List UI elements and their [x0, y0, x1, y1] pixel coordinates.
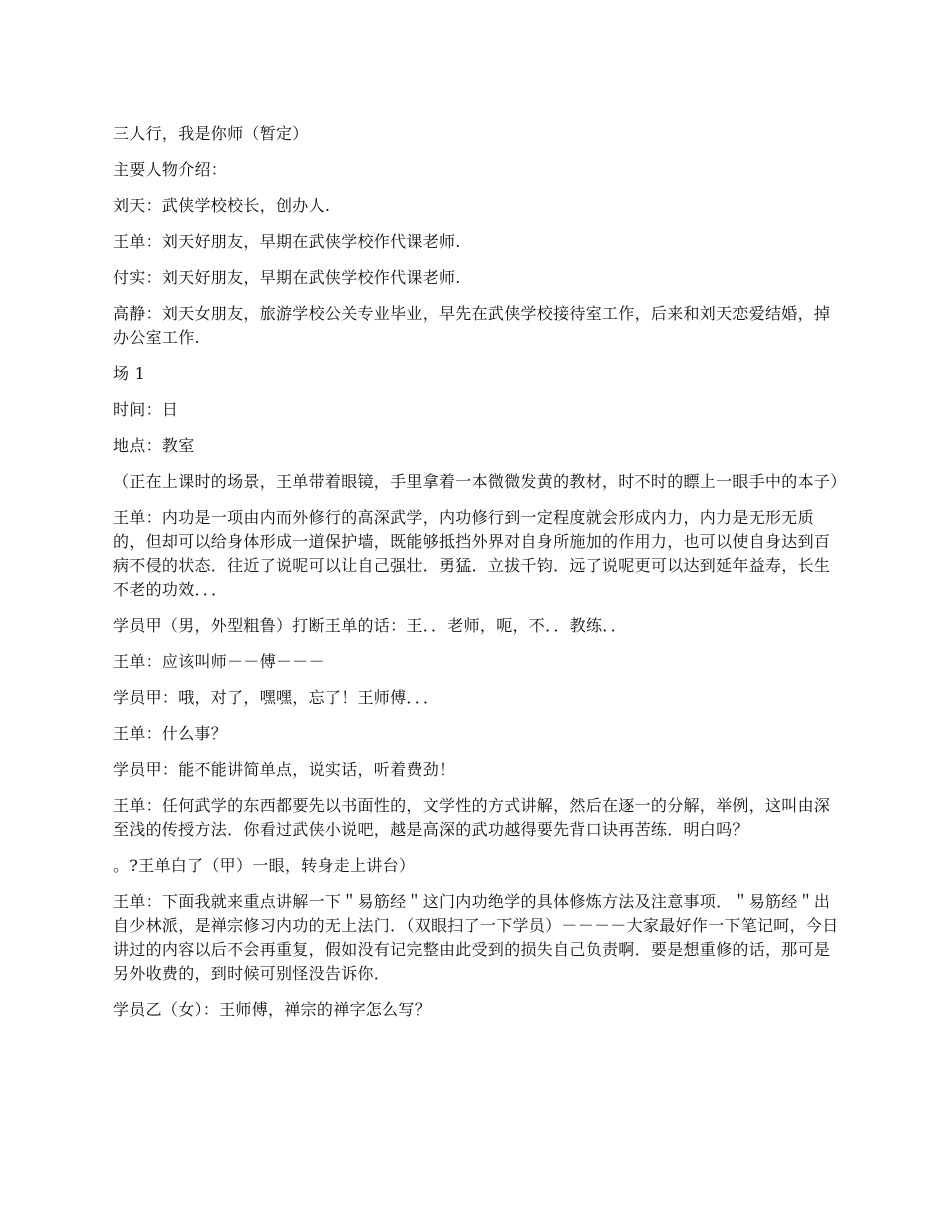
dialogue-line: 学员甲：能不能讲简单点，说实话，听着费劲！ [113, 760, 456, 779]
dialogue-line: 王单：下面我就来重点讲解一下＂易筋经＂这门内功绝学的具体修炼方法及注意事项．＂易筋经＂出自少林派，是禅宗修习内功的无上法门．（双眼扫了一下学员）－－－－大家最好作一下笔记呵，今日讲过的内容以后不会再重复，假如没有记完整由此受到的损失自己负责啊．要是想重修的话，那可是另外收费的，到时候可别怪没告诉你． [113, 892, 839, 983]
stage-direction: （正在上课时的场景，王单带着眼镜，手里拿着一本微微发黄的教材，时不时的瞟上一眼手中的本子） [113, 472, 847, 491]
scene-time: 时间：日 [113, 400, 179, 419]
dialogue-line: 学员乙（女）：王师傅，禅宗的禅字怎么写？ [113, 1000, 432, 1019]
character-gao-jing: 高静：刘天女朋友，旅游学校公关专业毕业，早先在武侠学校接待室工作，后来和刘天恋爱结婚，掉办公室工作. [113, 304, 831, 347]
dialogue-line: 王单：内功是一项由内而外修行的高深武学，内功修行到一定程度就会形成内力，内力是无形无质的，但却可以给身体形成一道保护墙，既能够抵挡外界对自身所施加的作用力，也可以使自身达到百病不侵的状态．往近了说呢可以让自己强壮．勇猛．立拔千钧．远了说呢更可以达到延年益寿，长生不老的功效．．． [113, 508, 831, 599]
document-body [113, 122, 847, 1034]
dialogue-line: 学员甲：哦，对了，嘿嘿，忘了！王师傅．．． [113, 688, 440, 707]
character-wang-dan: 王单：刘天好朋友，早期在武侠学校作代课老师. [113, 232, 461, 251]
dialogue-line: 学员甲（男，外型粗鲁）打断王单的话：王．．老师，呃，不．．教练．． [113, 616, 627, 635]
dialogue-line: 王单：什么事？ [113, 724, 228, 743]
character-intro-heading: 主要人物介绍： [113, 160, 228, 179]
character-liu-tian: 刘天：武侠学校校长，创办人. [113, 196, 331, 215]
character-fu-shi: 付实：刘天好朋友，早期在武侠学校作代课老师. [113, 268, 461, 287]
scene-heading: 场 1 [113, 364, 146, 383]
script-title: 三人行，我是你师（暂定） [113, 124, 309, 143]
scene-location: 地点：教室 [113, 436, 195, 455]
dialogue-line: 王单：任何武学的东西都要先以书面性的，文学性的方式讲解，然后在逐一的分解，举例，这叫由深至浅的传授方法．你看过武侠小说吧，越是高深的武功越得要先背口诀再苦练．明白吗？ [113, 796, 831, 839]
dialogue-line: 王单：应该叫师－－傅－－－ [113, 652, 325, 671]
stage-direction: 。?王单白了（甲）一眼，转身走上讲台） [113, 856, 416, 875]
